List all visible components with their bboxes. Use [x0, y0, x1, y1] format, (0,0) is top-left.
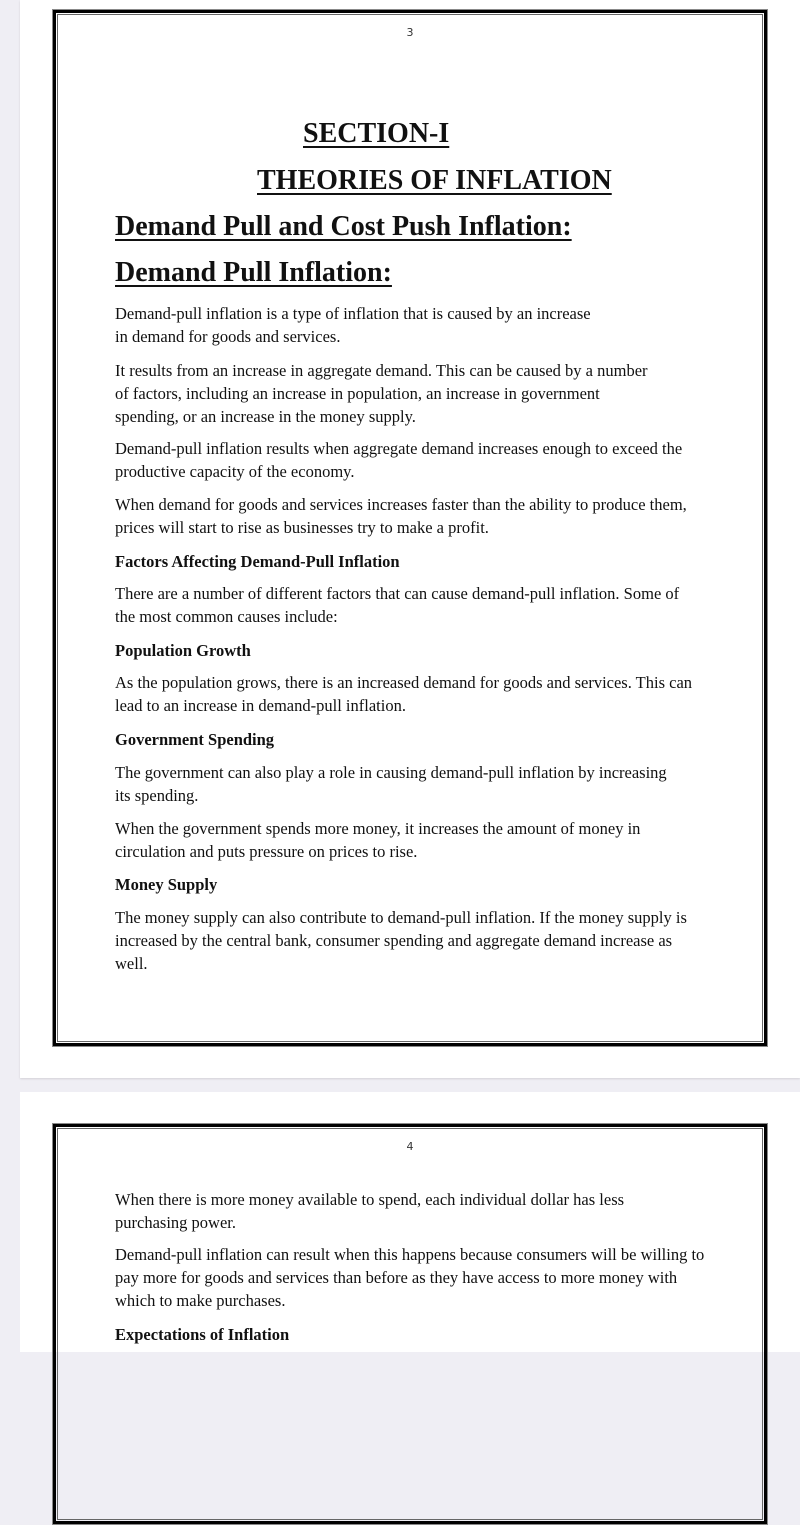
paragraph: It results from an increase in aggregate demand. This can be caused by a number of factors, including an increase in population, an increase in government spending, or an increase in the money supply. [115, 361, 648, 426]
subheading-population-growth: Population Growth [115, 641, 251, 660]
paragraph: When there is more money available to spend, each individual dollar has less purchasing power. [115, 1190, 625, 1232]
subheading-factors: Factors Affecting Demand-Pull Inflation [115, 552, 400, 571]
section-title: SECTION-I [303, 118, 450, 149]
heading-demand-pull: Demand Pull Inflation: [115, 257, 392, 288]
paragraph: When demand for goods and services increases faster than the ability to produce them, prices will start to rise as businesses try to make a profit. [115, 495, 687, 537]
document-page-4 [20, 1092, 800, 1352]
page-number: 3 [406, 26, 414, 39]
section-subtitle: THEORIES OF INFLATION [257, 165, 612, 196]
paragraph: The government can also play a role in causing demand-pull inflation by increasing its spending. [115, 763, 667, 805]
document-page-3 [20, 0, 800, 1078]
paragraph: The money supply can also contribute to demand-pull inflation. If the money supply is increased by the central bank, consumer spending and aggregate demand increase as well. [115, 908, 687, 973]
subheading-government-spending: Government Spending [115, 730, 275, 749]
heading-demand-pull-cost-push: Demand Pull and Cost Push Inflation: [115, 211, 572, 242]
paragraph: When the government spends more money, it increases the amount of money in circulation and puts pressure on prices to rise. [115, 819, 641, 861]
paragraph: There are a number of different factors that can cause demand-pull inflation. Some of the most common causes include: [115, 584, 680, 626]
page-number: 4 [406, 1140, 414, 1153]
paragraph: Demand-pull inflation can result when this happens because consumers will be willing to pay more for goods and services than before as they have access to more money with which to make purchases. [115, 1245, 705, 1310]
subheading-expectations: Expectations of Inflation [115, 1325, 290, 1344]
paragraph: Demand-pull inflation is a type of inflation that is caused by an increase in demand for goods and services. [115, 304, 591, 346]
subheading-money-supply: Money Supply [115, 875, 218, 894]
paragraph: Demand-pull inflation results when aggregate demand increases enough to exceed the productive capacity of the economy. [115, 439, 683, 481]
paragraph: As the population grows, there is an increased demand for goods and services. This can lead to an increase in demand-pull inflation. [115, 673, 693, 715]
